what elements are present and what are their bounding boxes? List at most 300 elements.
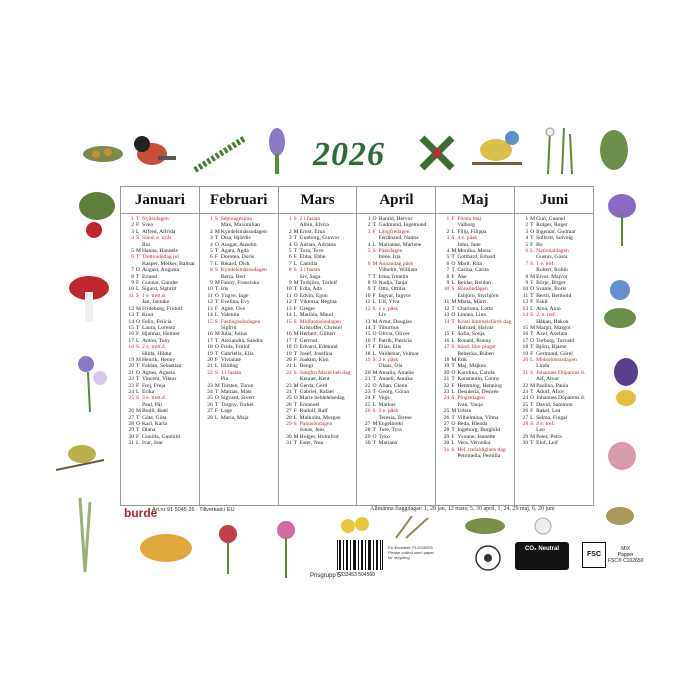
day-name: Kristoffer, Christel bbox=[299, 324, 342, 331]
day-name: Tora, Tove bbox=[299, 248, 324, 255]
weekday-letter: S bbox=[136, 344, 140, 351]
day-number: 7 bbox=[131, 267, 134, 274]
fly-agaric-illustration bbox=[64, 262, 114, 334]
day-number: 18 bbox=[286, 344, 292, 351]
barcode-icon bbox=[336, 540, 384, 570]
day-number: 1 bbox=[210, 216, 213, 222]
day-number: 20 bbox=[207, 356, 213, 363]
weekday-letter: L bbox=[372, 299, 376, 306]
day-name: Linda bbox=[536, 363, 550, 370]
day-name: Laura, Lorentz bbox=[142, 324, 176, 331]
weekday-letter: S bbox=[530, 421, 534, 427]
day-number: 17 bbox=[522, 337, 529, 344]
pasque-flower-illustration bbox=[604, 352, 648, 418]
weekday-letter: T bbox=[451, 305, 455, 312]
day-number: 3 bbox=[525, 228, 529, 235]
day-name: David, Salomon bbox=[536, 401, 573, 408]
weekday-letter: S bbox=[214, 267, 218, 274]
weekday-letter: F bbox=[214, 408, 218, 415]
day-name: Märta, Märit bbox=[457, 299, 486, 306]
day-row bbox=[438, 453, 512, 459]
day-number: 26 bbox=[522, 408, 529, 415]
day-name: Yvonne, Jeanette bbox=[457, 433, 496, 440]
weekday-letter: T bbox=[372, 427, 376, 434]
day-number: 28 bbox=[443, 427, 450, 434]
weekday-letter: S bbox=[214, 369, 218, 376]
day-name: Dorotea, Doris bbox=[220, 254, 255, 261]
weekday-letter: S bbox=[530, 312, 534, 319]
day-number: 2 bbox=[446, 228, 450, 235]
day-number: 8 bbox=[210, 267, 213, 274]
weekday-letter: T bbox=[372, 388, 376, 395]
day-name: Ronald, Ronny bbox=[457, 337, 492, 344]
day-name: Ferdinand, Nanna bbox=[378, 235, 419, 242]
day-number: 15 bbox=[128, 324, 134, 331]
day-name: Malkolm, Morgan bbox=[299, 414, 341, 421]
weekday-letter: T bbox=[451, 254, 455, 261]
day-number: 21 bbox=[443, 376, 450, 383]
day-number: 1 bbox=[525, 216, 529, 222]
day-number: 20 bbox=[443, 369, 450, 376]
day-number: 23 bbox=[128, 382, 134, 389]
day-name: Olivia, Oliver bbox=[378, 331, 410, 338]
day-name: Valentin bbox=[220, 312, 240, 319]
weekday-letter: T bbox=[530, 292, 534, 299]
day-number: 2 bbox=[525, 222, 529, 229]
weekday-letter: M bbox=[530, 324, 536, 331]
day-name: Olaus, Ola bbox=[378, 363, 403, 370]
price-group: Prisgrupp 5 bbox=[310, 573, 341, 579]
weekday-letter: S bbox=[451, 286, 455, 293]
day-name: Gertrud bbox=[299, 337, 318, 344]
day-name: Georg, Göran bbox=[378, 388, 410, 395]
day-number: 31 bbox=[443, 446, 450, 453]
day-name: Kennet, Kent bbox=[299, 376, 330, 383]
weekday-letter: M bbox=[372, 260, 378, 267]
weekday-letter: M bbox=[293, 331, 299, 338]
day-name: Engelbrekt bbox=[378, 421, 404, 427]
weekday-letter: F bbox=[136, 433, 140, 440]
day-name: Vilhelm, William bbox=[378, 267, 418, 274]
day-number: 30 bbox=[443, 440, 450, 447]
day-name: Fastlagssöndagen bbox=[220, 318, 261, 325]
weekday-letter: M bbox=[293, 382, 299, 389]
day-name: Viktoria, Regina bbox=[299, 299, 337, 306]
bird-illustration bbox=[598, 496, 646, 536]
day-number: 14 bbox=[522, 312, 529, 319]
day-name: Maj, Majken bbox=[457, 363, 487, 370]
day-number: 17 bbox=[443, 344, 450, 351]
day-name: Erik bbox=[457, 356, 467, 363]
day-name: Jungfru Marie beb.dag bbox=[299, 369, 351, 376]
day-name: Börje, Birger bbox=[536, 280, 566, 287]
day-name: Bönsöndagen bbox=[457, 286, 488, 293]
weekday-letter: S bbox=[451, 344, 455, 351]
day-number: 18 bbox=[443, 356, 450, 363]
day-name: Reidar, Reidun bbox=[457, 280, 491, 287]
day-number: 27 bbox=[364, 421, 371, 427]
day-name: Gotthard, Erhard bbox=[457, 254, 496, 261]
weekday-letter: F bbox=[372, 292, 376, 299]
weekday-letter: T bbox=[372, 440, 376, 447]
day-number: 28 bbox=[207, 414, 213, 421]
day-name: Gunnar, Gunder bbox=[142, 280, 179, 287]
day-name: Nadja, Tanja bbox=[378, 280, 407, 287]
day-name: Ingvar, Ingvor bbox=[378, 292, 411, 299]
weekday-letter: M bbox=[451, 248, 457, 255]
ecolabel-code: EU Ecolabel: PL/033/005 bbox=[388, 545, 433, 550]
anemone-illustration bbox=[596, 268, 646, 338]
day-name: Midfastosöndagen bbox=[299, 318, 341, 325]
day-name: 2 i fastan bbox=[299, 216, 321, 222]
day-number: 12 bbox=[207, 299, 213, 306]
day-number: 16 bbox=[207, 331, 213, 338]
day-number: 18 bbox=[128, 344, 134, 351]
fern-illustration bbox=[462, 514, 508, 538]
calendar-year: 2026 bbox=[313, 136, 385, 173]
day-name: Alf, Alvar bbox=[536, 376, 559, 383]
day-number: 9 bbox=[446, 280, 450, 287]
day-name: August, Augusta bbox=[142, 267, 180, 274]
day-number: 20 bbox=[286, 356, 292, 363]
weekday-letter: T bbox=[136, 312, 140, 319]
day-number: 7 bbox=[446, 267, 450, 274]
weekday-letter: L bbox=[451, 280, 455, 287]
weekday-letter: M bbox=[451, 299, 457, 306]
day-row bbox=[202, 415, 276, 421]
day-name: Irene, Irja bbox=[378, 254, 401, 261]
weekday-letter: S bbox=[214, 318, 218, 325]
day-name: Mattias, Mats bbox=[220, 388, 252, 395]
weekday-letter: L bbox=[214, 363, 219, 370]
day-name: Ture, Tyra bbox=[378, 427, 402, 434]
day-list bbox=[357, 214, 435, 505]
weekday-letter: S bbox=[530, 260, 534, 267]
weekday-letter: M bbox=[372, 318, 378, 325]
day-number: 7 bbox=[525, 260, 529, 267]
day-name: Charlotta, Lotta bbox=[457, 305, 493, 312]
fsc-logo bbox=[582, 542, 606, 568]
day-number: 26 bbox=[128, 408, 134, 415]
day-number: 2 bbox=[131, 222, 134, 229]
day-name: Robert, Robin bbox=[536, 267, 568, 274]
day-number: 4 bbox=[525, 235, 529, 242]
weekday-letter: T bbox=[530, 401, 534, 408]
day-number: 25 bbox=[207, 395, 213, 402]
day-name: Frej, Freja bbox=[142, 382, 166, 389]
weekday-letter: T bbox=[293, 388, 298, 395]
day-name: Torbjörn, Torleif bbox=[299, 280, 337, 287]
day-number: 19 bbox=[286, 350, 292, 357]
day-name: Ester, Noa bbox=[299, 440, 324, 447]
day-name: Ernst, Erna bbox=[299, 228, 325, 235]
day-name: 3 e. påsk bbox=[378, 408, 399, 415]
day-number: 24 bbox=[128, 388, 134, 395]
day-number: 19 bbox=[522, 350, 529, 357]
day-number: 11 bbox=[522, 292, 529, 299]
weekday-letter: O bbox=[214, 292, 219, 299]
day-number: 9 bbox=[367, 286, 371, 293]
day-name: Holger, Holmfrid bbox=[299, 433, 339, 440]
day-name: Sigvard, Sivert bbox=[220, 395, 255, 402]
day-name: Jonas, Jens bbox=[299, 427, 325, 434]
day-number: 13 bbox=[364, 318, 371, 325]
day-number: 15 bbox=[522, 324, 529, 331]
weekday-letter: T bbox=[372, 286, 376, 293]
weekday-letter: S bbox=[372, 248, 376, 255]
chanterelle-illustration bbox=[134, 518, 198, 572]
day-number: 24 bbox=[443, 395, 450, 402]
weekday-letter: S bbox=[293, 369, 297, 376]
day-name: Matilda, Maud bbox=[299, 312, 333, 319]
day-name: Alexandra, Sandra bbox=[220, 337, 263, 344]
day-number: 15 bbox=[286, 318, 292, 325]
weekday-letter: O bbox=[372, 280, 377, 287]
weekday-letter: T bbox=[451, 427, 455, 434]
day-name: Albin, Elvira bbox=[299, 222, 329, 229]
day-number: 5 bbox=[131, 248, 134, 255]
day-name: Pingstdagen bbox=[457, 395, 485, 402]
day-number: 10 bbox=[364, 292, 371, 299]
weekday-letter: T bbox=[372, 337, 376, 344]
day-name: Tyko bbox=[378, 433, 390, 440]
day-name: Pia bbox=[220, 376, 228, 383]
weekday-letter: T bbox=[293, 235, 298, 242]
weekday-letter: O bbox=[372, 382, 377, 389]
day-number: 28 bbox=[364, 427, 371, 434]
weekday-letter: T bbox=[530, 280, 534, 287]
day-number: 11 bbox=[207, 292, 213, 299]
flag-days-note: Allmänna flaggdagar: 1, 28 jan, 12 mars, 5, 30 april, 1, 24, 29 maj, 6, 20 juni bbox=[370, 506, 555, 512]
day-number: 12 bbox=[286, 299, 292, 306]
day-number: 8 bbox=[525, 273, 529, 280]
day-number: 25 bbox=[443, 408, 450, 415]
day-name: 4 e. tref. bbox=[536, 421, 555, 427]
day-name: Sönd. före pingst bbox=[457, 344, 496, 351]
day-name: Solbritt, Solveig bbox=[536, 235, 573, 242]
day-number: 21 bbox=[364, 376, 371, 383]
day-name: Monika, Mona bbox=[457, 248, 491, 255]
weekday-letter: M bbox=[214, 331, 220, 338]
day-number: 25 bbox=[128, 395, 134, 402]
weekday-letter: M bbox=[136, 356, 141, 363]
day-number: 10 bbox=[522, 286, 529, 293]
day-number: 2 bbox=[288, 228, 292, 235]
day-name: Sofia, Sonja bbox=[457, 331, 485, 338]
day-name: Vega bbox=[378, 395, 390, 402]
month-header: Juni bbox=[515, 187, 593, 214]
day-number: 6 bbox=[367, 260, 371, 267]
day-name: Edvard, Edmund bbox=[299, 344, 338, 351]
day-name: Anneli, Annika bbox=[378, 376, 413, 383]
day-name: Artur, Douglas bbox=[378, 318, 412, 325]
day-name: Gunilla, Gunhild bbox=[142, 433, 180, 440]
day-number: 3 bbox=[367, 228, 371, 235]
day-number: 15 bbox=[443, 331, 450, 338]
day-number: 21 bbox=[522, 369, 529, 376]
day-number: 21 bbox=[286, 363, 292, 370]
day-name: Hilding bbox=[220, 363, 238, 370]
weekday-letter: M bbox=[451, 356, 457, 363]
day-number: 17 bbox=[207, 337, 213, 344]
day-name: Ivar, Joar bbox=[142, 440, 163, 447]
month-header: Mars bbox=[279, 187, 357, 214]
weekday-letter: L bbox=[451, 388, 455, 395]
day-number: 24 bbox=[207, 388, 213, 395]
day-name: Karolina, Carola bbox=[457, 369, 495, 376]
article-number: Art.nr 91 5045 26 · Tillverkad i EU bbox=[152, 507, 235, 513]
day-name: 2 e. påsk bbox=[378, 356, 399, 363]
day-name: Torgny, Torkel bbox=[220, 401, 254, 408]
day-name: Kasper, Melker, Baltsar bbox=[142, 260, 195, 267]
weekday-letter: F bbox=[293, 305, 297, 312]
day-number: 6 bbox=[525, 248, 529, 255]
day-name: Tiburtius bbox=[378, 324, 399, 331]
day-number: 18 bbox=[207, 344, 213, 351]
day-number: 25 bbox=[286, 395, 292, 402]
month-column-januari bbox=[121, 187, 200, 505]
weekday-letter: T bbox=[136, 324, 140, 331]
day-number: 19 bbox=[443, 363, 450, 370]
fsc-mix: MIX bbox=[621, 546, 631, 552]
day-number: 23 bbox=[286, 382, 292, 389]
day-number: 9 bbox=[131, 280, 134, 287]
ecolabel-info bbox=[388, 545, 434, 560]
weekday-letter: O bbox=[451, 260, 456, 267]
day-number: 13 bbox=[286, 305, 292, 312]
day-number: 27 bbox=[286, 408, 292, 415]
day-number: 17 bbox=[364, 344, 371, 351]
weekday-letter: L bbox=[136, 388, 140, 395]
day-number: 4 bbox=[210, 241, 213, 248]
day-number: 10 bbox=[207, 286, 213, 293]
weekday-letter: F bbox=[293, 254, 297, 261]
day-number: 13 bbox=[522, 305, 529, 312]
day-number: 28 bbox=[286, 414, 292, 421]
weekday-letter: O bbox=[136, 267, 141, 274]
day-number: 30 bbox=[286, 433, 292, 440]
fsc-tree-icon: FSC bbox=[582, 542, 606, 568]
weekday-letter: F bbox=[136, 382, 140, 389]
day-number: 19 bbox=[207, 350, 213, 357]
day-row bbox=[123, 440, 197, 446]
day-name: Ingeborg, Borghild bbox=[457, 427, 500, 434]
day-name: Åke bbox=[457, 273, 467, 280]
day-name: Håkan, Hakon bbox=[536, 318, 569, 325]
day-number: 26 bbox=[286, 401, 292, 408]
fsc-paper: Papper bbox=[617, 552, 634, 558]
day-name: 1 e. trett.d. bbox=[142, 292, 167, 299]
pink-flower-illustration bbox=[272, 514, 300, 580]
day-name: Gudmund, Ingemund bbox=[378, 222, 427, 229]
day-name: Axel, Axelina bbox=[536, 331, 568, 338]
day-name: Första maj bbox=[457, 216, 482, 222]
yellow-flowers-illustration bbox=[338, 514, 374, 538]
ecolabel-flower-icon bbox=[474, 544, 502, 572]
day-number: 4 bbox=[367, 241, 371, 248]
day-name: Adolf, Alice bbox=[536, 388, 564, 395]
day-number: 19 bbox=[364, 356, 371, 363]
weekday-letter: T bbox=[293, 299, 298, 306]
day-name: Johannes Döparens d. bbox=[536, 369, 586, 376]
day-name: Rudolf, Ralf bbox=[299, 408, 328, 415]
weekday-letter: O bbox=[136, 421, 141, 427]
day-number: 23 bbox=[522, 388, 529, 395]
day-number: 8 bbox=[367, 280, 371, 287]
day-number: 16 bbox=[443, 337, 450, 344]
day-name: Beda, Blenda bbox=[457, 421, 488, 427]
weekday-letter: F bbox=[451, 273, 455, 280]
day-name: Gustav, Gösta bbox=[536, 254, 568, 261]
day-number: 14 bbox=[128, 318, 134, 325]
day-name: 1 e. tref. bbox=[536, 260, 555, 267]
day-name: Evelina, Evy bbox=[220, 299, 250, 306]
weekday-letter: L bbox=[293, 312, 298, 319]
day-number: 14 bbox=[207, 312, 213, 319]
brand-logo: burde bbox=[124, 506, 158, 520]
weekday-letter: S bbox=[293, 267, 297, 274]
day-name: Agnes, Agneta bbox=[142, 369, 175, 376]
fsc-code: FSC® C102650 bbox=[608, 558, 644, 564]
day-number: 12 bbox=[128, 305, 134, 312]
day-name: Felix, Felicia bbox=[142, 318, 172, 325]
day-number: 1 bbox=[131, 216, 134, 222]
day-name: Agne, Ove bbox=[220, 305, 246, 312]
day-name: Sigfrid bbox=[220, 324, 237, 331]
weekday-letter: T bbox=[372, 273, 376, 280]
day-name: Aina, Aino bbox=[536, 305, 561, 312]
weekday-letter: O bbox=[530, 228, 535, 235]
day-number: 3 bbox=[131, 228, 134, 235]
day-number: 12 bbox=[443, 305, 450, 312]
day-number: 24 bbox=[364, 395, 371, 402]
day-name: Kyndelsmässodagen bbox=[220, 267, 267, 274]
day-number: 17 bbox=[128, 337, 134, 344]
weekday-letter: T bbox=[293, 401, 298, 408]
wildflowers-illustration bbox=[70, 344, 116, 414]
day-name: Göte, Göta bbox=[142, 414, 167, 421]
day-name: Torsten, Torun bbox=[220, 382, 254, 389]
day-name: Marit, Rita bbox=[457, 260, 482, 267]
day-number: 27 bbox=[128, 414, 134, 421]
day-name: Midsommardagen bbox=[536, 356, 577, 363]
hyacinth-illustration bbox=[262, 124, 292, 176]
weekday-letter: T bbox=[136, 427, 140, 434]
day-list bbox=[515, 214, 593, 505]
weekday-letter: L bbox=[136, 228, 140, 235]
weekday-letter: M bbox=[293, 433, 299, 440]
day-name: Mariana bbox=[378, 440, 398, 447]
day-name: Hanna, Hannele bbox=[142, 248, 179, 255]
month-column-april bbox=[357, 187, 436, 505]
day-name: Anton, Tony bbox=[142, 337, 171, 344]
day-name: Allan, Glenn bbox=[378, 382, 408, 389]
weekday-letter: L bbox=[214, 260, 219, 267]
weekday-letter: F bbox=[293, 408, 297, 415]
day-name: Gun, Gunnel bbox=[536, 216, 566, 222]
weekday-letter: T bbox=[451, 414, 455, 421]
weekday-letter: O bbox=[372, 433, 377, 440]
weekday-letter: O bbox=[530, 286, 535, 293]
day-number: 30 bbox=[522, 440, 529, 447]
day-name: Gunborg, Gunvor bbox=[299, 235, 340, 242]
weekday-letter: S bbox=[451, 446, 455, 453]
day-name: Bodil, Boel bbox=[142, 408, 168, 415]
day-name: Amalia, Amelie bbox=[378, 369, 414, 376]
day-number: 14 bbox=[443, 318, 450, 325]
day-name: Nationaldagen bbox=[536, 248, 569, 255]
day-number: 16 bbox=[286, 331, 292, 338]
